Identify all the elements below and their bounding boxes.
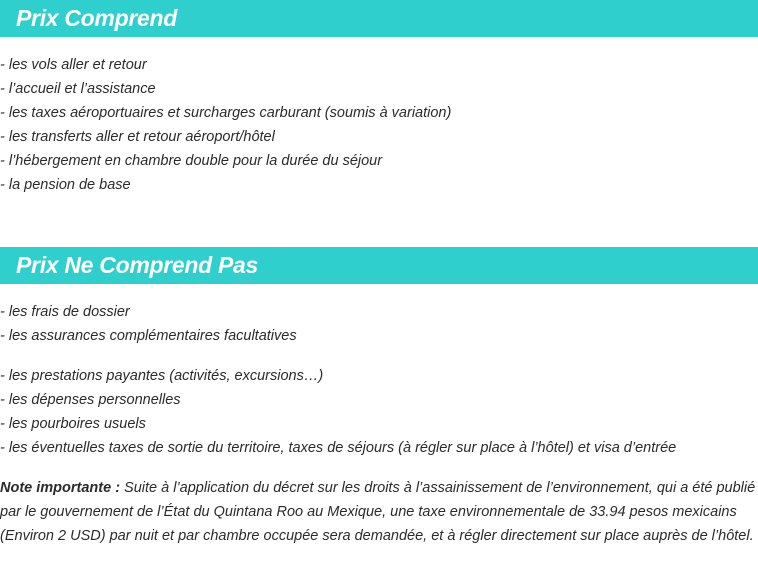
list-item: - les pourboires usuels (0, 416, 146, 432)
list-item: - l’hébergement en chambre double pour la durée du séjour (0, 153, 383, 169)
list-item: - les dépenses personnelles (0, 392, 181, 408)
section-title-excludes: Prix Ne Comprend Pas (0, 247, 758, 284)
note-label: Note importante : (0, 480, 121, 496)
includes-list (0, 53, 451, 197)
important-note (0, 476, 758, 548)
note-text: Suite à l’application du décret sur les droits à l’assainissement de l’environnement, qui a été publié par le gouvernement de l’État du Quintana Roo au Mexique, une taxe environnementale de 33.94 pesos mexicains (Environ 2 USD) par nuit et par chambre occupée sera demandée, et à régler directement sur place auprès de l’hôtel. (0, 480, 756, 544)
excludes-list-group1 (0, 300, 297, 348)
list-item: - la pension de base (0, 177, 131, 193)
list-item: - les vols aller et retour (0, 57, 147, 73)
list-item: - les prestations payantes (activités, excursions…) (0, 368, 324, 384)
list-item: - les frais de dossier (0, 304, 130, 320)
list-item: - les transferts aller et retour aéroport/hôtel (0, 129, 275, 145)
excludes-list-group2 (0, 364, 676, 460)
section-title-includes: Prix Comprend (0, 0, 758, 37)
list-item: - les taxes aéroportuaires et surcharges carburant (soumis à variation) (0, 105, 452, 121)
list-item: - les assurances complémentaires facultatives (0, 328, 297, 344)
list-item: - les éventuelles taxes de sortie du territoire, taxes de séjours (à régler sur place à l’hôtel) et visa d’entrée (0, 440, 677, 456)
list-item: - l’accueil et l’assistance (0, 81, 156, 97)
